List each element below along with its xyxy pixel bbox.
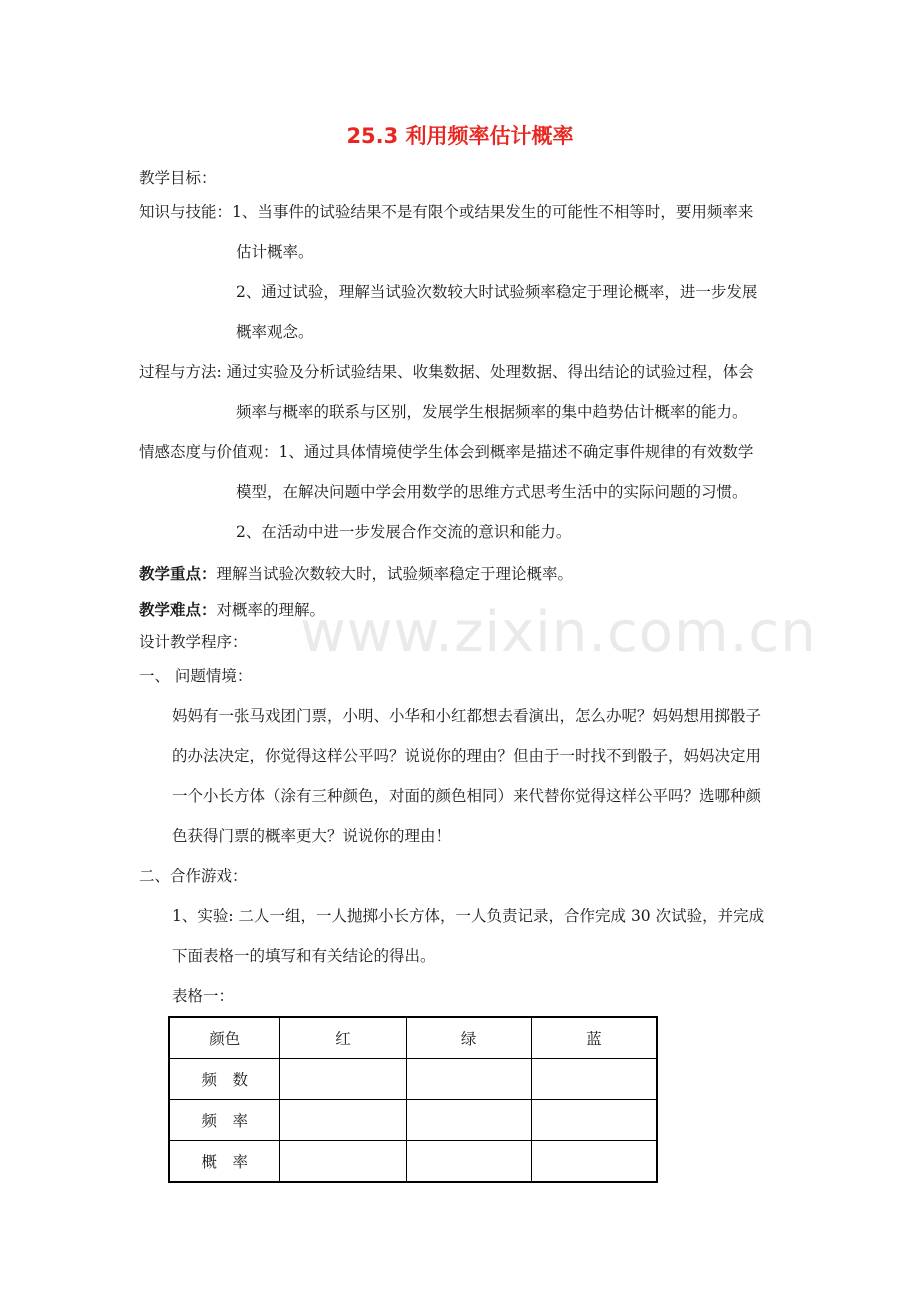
text-line: 妈妈有一张马戏团门票，小明、小华和小红都想去看演出，怎么办呢？妈妈想用掷骰子	[172, 707, 762, 725]
table-row	[169, 1059, 657, 1100]
text-line: 一个小长方体（涂有三种颜色，对面的颜色相同）来代替你觉得这样公平吗？选哪种颜	[172, 787, 762, 805]
table-row	[169, 1141, 657, 1183]
table-header-cell: 蓝	[531, 1017, 657, 1059]
key-point-label: 教学重点：	[139, 564, 217, 583]
key-point-text: 理解当试验次数较大时，试验频率稳定于理论概率。	[216, 565, 574, 583]
text-line: 模型，在解决问题中学会用数学的思维方式思考生活中的实际问题的习惯。	[236, 483, 748, 501]
table-header-cell: 红	[280, 1017, 406, 1059]
table-header-row	[169, 1017, 657, 1059]
difficulty-label: 教学难点：	[139, 600, 217, 619]
watermark: www.zixin.com.cn	[300, 600, 817, 665]
text-line: 设计教学程序：	[139, 633, 248, 651]
text-line: 教学目标：	[139, 169, 217, 187]
table-cell	[406, 1059, 531, 1100]
text-line: 色获得门票的概率更大？说说你的理由！	[172, 827, 452, 845]
text-line: 的办法决定，你觉得这样公平吗？说说你的理由？但由于一时找不到骰子，妈妈决定用	[172, 747, 762, 765]
text-line: 1、实验: 二人一组，一人抛掷小长方体，一人负责记录，合作完成 30 次试验，并完成	[172, 907, 765, 925]
table-cell	[531, 1059, 657, 1100]
document-title: 25.3 利用频率估计概率	[346, 124, 574, 148]
text-line: 过程与方法: 通过实验及分析试验结果、收集数据、处理数据、得出结论的试验过程，体会	[139, 363, 754, 381]
table-header-cell: 颜色	[169, 1017, 280, 1059]
text-line: 2、在活动中进一步发展合作交流的意识和能力。	[236, 523, 572, 541]
table-cell	[531, 1141, 657, 1183]
text-line: 情感态度与价值观：1、通过具体情境使学生体会到概率是描述不确定事件规律的有效数学	[139, 443, 754, 461]
table-row-label: 频 率	[169, 1100, 280, 1141]
text-line: 频率与概率的联系与区别，发展学生根据频率的集中趋势估计概率的能力。	[236, 403, 748, 421]
table-cell	[531, 1100, 657, 1141]
table-row-label: 频 数	[169, 1059, 280, 1100]
table-header-cell: 绿	[406, 1017, 531, 1059]
text-line: 下面表格一的填写和有关结论的得出。	[172, 947, 436, 965]
table-cell	[280, 1141, 406, 1183]
table-cell	[280, 1059, 406, 1100]
text-line: 知识与技能：1、当事件的试验结果不是有限个或结果发生的可能性不相等时，要用频率来	[139, 203, 754, 221]
text-line: 概率观念。	[236, 323, 314, 341]
table-cell	[406, 1100, 531, 1141]
table-row-label: 概 率	[169, 1141, 280, 1183]
section-heading: 二、合作游戏：	[139, 867, 248, 885]
table-cell	[280, 1100, 406, 1141]
table-caption: 表格一：	[172, 987, 235, 1005]
difficulty-line	[139, 600, 325, 620]
text-line: 估计概率。	[236, 243, 314, 261]
table-row	[169, 1100, 657, 1141]
table-cell	[406, 1141, 531, 1183]
difficulty-text: 对概率的理解。	[216, 601, 326, 619]
section-heading: 一、 问题情境：	[139, 667, 253, 685]
text-line: 2、通过试验，理解当试验次数较大时试验频率稳定于理论概率，进一步发展	[236, 283, 758, 301]
frequency-table	[168, 1016, 658, 1183]
key-point-line	[139, 564, 573, 584]
